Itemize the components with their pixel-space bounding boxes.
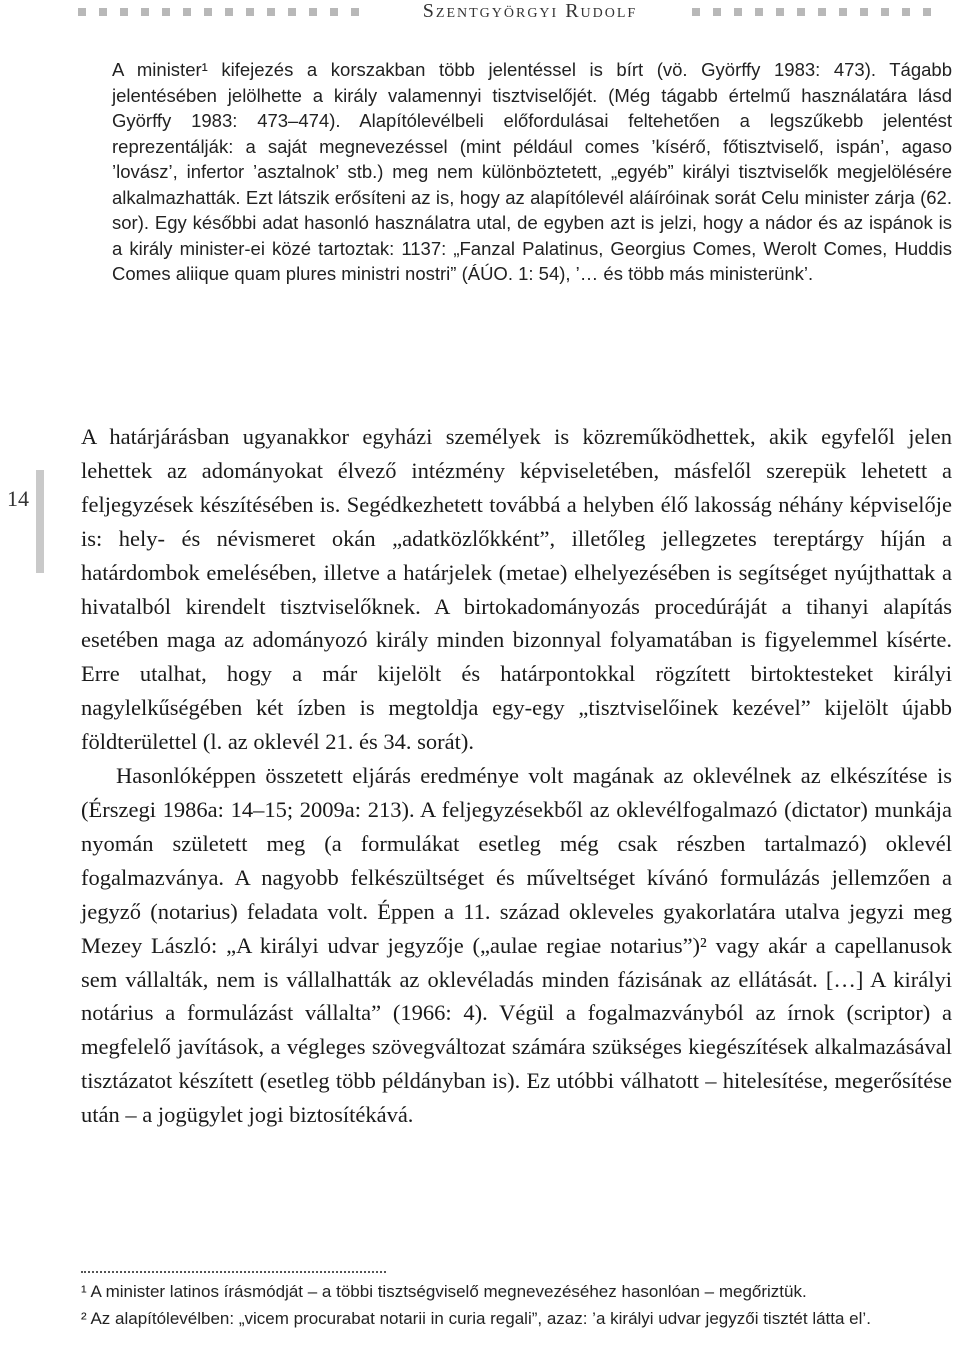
- footnotes: [81, 1279, 952, 1332]
- running-header: [0, 0, 960, 26]
- header-dots-left: [78, 8, 359, 16]
- body-paragraph: A határjárásban ugyanakkor egyházi személyek is közreműködhettek, akik egyfelől jelen lehettek az adományokat élvező intézmény képviseletében, másfelől szerepük lehetett a feljegyzések készítésében is. Segédkezhetett továbbá a helyben élő lakosság néhány képviselője is: hely- és névismeret okán „adatközlőkként”, illetőleg jellegzetes tereptárgy híján a határdombok emelésében, illetve a határjelek (metae) elhelyezésében is segítséget nyújthattak a hivatalból kirendelt tisztviselőknek. A birtokadományozás procedúráját a tihanyi alapítás esetében maga az adományozó király minden bizonnyal folyamatában is figyelemmel kísérte. Erre utalhat, hogy a már kijelölt és határpontokkal rögzített birtoktesteket királyi nagylelkűségében két ízben is megtoldja egy-egy „tisztviselőinek kezével” kijelölt újabb földterülettel (l. az oklevél 21. és 34. sorát).: [81, 424, 952, 755]
- footnote-separator: [81, 1271, 386, 1273]
- boxed-note-text: A minister¹ kifejezés a korszakban több jelentéssel is bírt (vö. Györffy 1983: 473). Tágabb jelentésében jelölhette a király valamennyi tisztviselőjét. (Még tágabb értelmű használatára lásd Györffy 1983: 473–474). Alapítólevélbeli előfordulásai feltehetően a legszűkebb jelentést reprezentálják: a saját megnevezéssel (mint például comes ’kísérő, főtisztviselő, ispán’, agaso ’lovász’, infertor ’asztalnok’ stb.) meg nem különböztetett, „egyéb” királyi tisztviselők megjelölésére alkalmazhatták. Ezt látszik erősíteni az is, hogy az alapítólevél aláíróinak sorát Celu minister zárja (62. sor). Egy későbbi adat hasonló használatra utal, de egyben azt is jelzi, hogy a nádor és az ispánok is a király minister-ei közé tartoztak: 1137: „Fanzal Palatinus, Georgius Comes, Werolt Comes, Huddis Comes aliique quam plures ministri nostri” (ÁÚO. 1: 54), ’… és több más ministerünk’.: [112, 59, 952, 284]
- page-edge-bar: [36, 470, 44, 573]
- body-paragraph: Hasonlóképpen összetett eljárás eredménye volt magának az oklevélnek az elkészítése is (Érszegi 1986a: 14–15; 2009a: 213). A feljegyzésekből az oklevélfogalmazó (dictator) munkája nyomán született meg (a formulákat esetleg még csak részben tartalmazó) oklevél fogalmazványa. A nagyobb felkészültséget és műveltséget kívánó formulázás jellemzően a jegyző (notarius) feladata volt. Éppen a 11. század okleveles gyakorlatára utalva jegyzi meg Mezey László: „A királyi udvar jegyzője („aulae regiae notarius”)² vagy akár a capellanusok sem vállalták, nem is vállalhatták az oklevéladás minden fázisának az ellátását. […] A királyi notárius a formulázást vállalta” (1966: 4). Végül a fogalmazványból az írnok (scriptor) a megfelelő javítások, a végleges szövegváltozat számára szükséges kiegészítések alkalmazásával tisztázatot készített (esetleg több példányban is). Ez utóbbi válhatott – hitelesítése, megerősítése után – a jogügylet jogi biztosítékává.: [81, 763, 952, 1128]
- page-number: 14: [7, 486, 29, 511]
- footnote-2: ² Az alapítólevélben: „vicem procurabat notarii in curia regali”, azaz: ’a királyi udvar jegyzői tisztét látta el’.: [81, 1308, 871, 1328]
- running-title: Szentgyörgyi Rudolf: [422, 0, 638, 22]
- header-dots-right: [692, 8, 931, 16]
- boxed-note: [112, 57, 952, 287]
- footnote-1: ¹ A minister latinos írásmódját – a többi tisztségviselő megnevezéséhez hasonlóan – megőriztük.: [81, 1282, 807, 1301]
- body-text: [81, 420, 952, 1132]
